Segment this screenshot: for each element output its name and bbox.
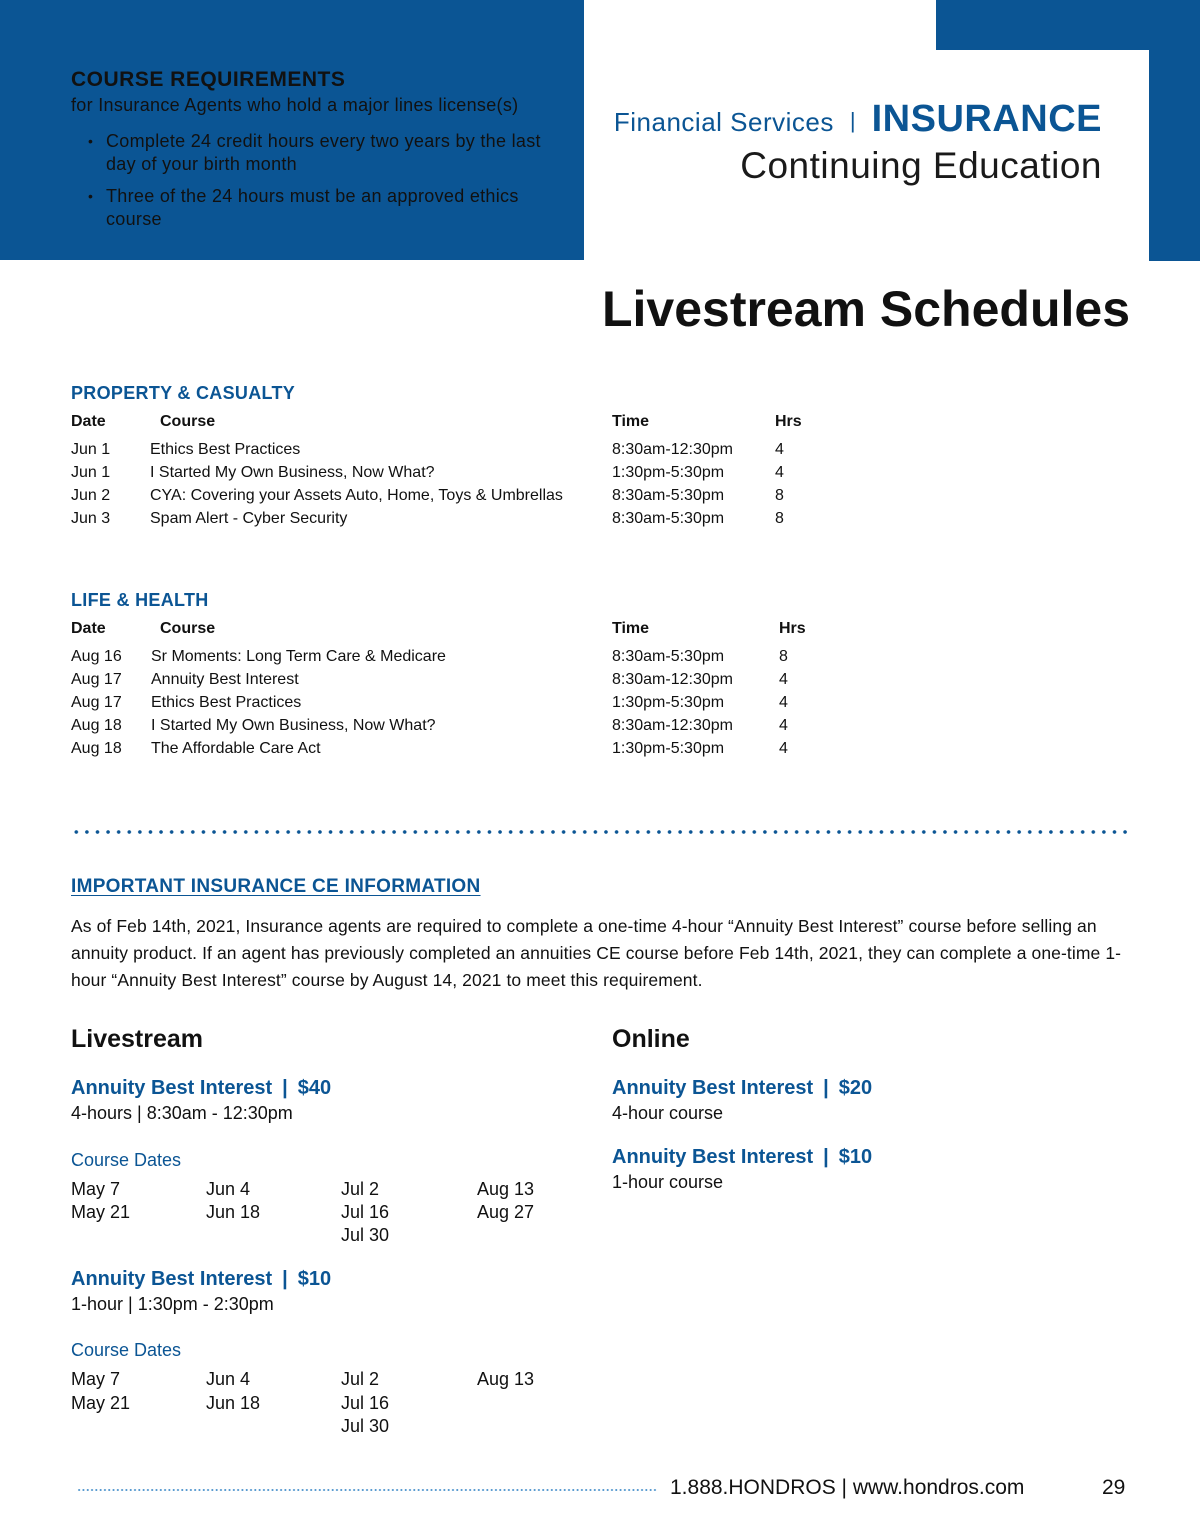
row-time: 8:30am-5:30pm (612, 510, 725, 527)
course-date: Jun 18 (206, 1393, 261, 1413)
row-date: Aug 18 (71, 717, 122, 734)
row-course: Annuity Best Interest (151, 671, 299, 688)
row-date: Jun 2 (71, 487, 111, 504)
online-offer-title (612, 1077, 872, 1100)
row-date: Jun 1 (71, 464, 111, 481)
row-date: Aug 17 (71, 694, 122, 711)
offer-separator: | (823, 1077, 829, 1099)
row-date: Jun 1 (71, 441, 111, 458)
row-time: 8:30am-12:30pm (612, 717, 733, 734)
row-time: 8:30am-5:30pm (612, 648, 725, 665)
row-date: Jun 3 (71, 510, 111, 527)
row-course: The Affordable Care Act (151, 740, 321, 757)
course-date: Aug 13 (477, 1179, 535, 1199)
footer-contact: 1.888.HONDROS | www.hondros.com (670, 1476, 1025, 1499)
livestream-offer-detail: 4-hours | 8:30am - 12:30pm (71, 1103, 293, 1123)
row-hrs: 4 (779, 694, 788, 711)
livestream-heading: Livestream (71, 1025, 204, 1053)
requirements-item: • Three of the 24 hours must be an approved ethics course (88, 186, 519, 229)
course-date: Jun 4 (206, 1369, 251, 1389)
course-dates-label: Course Dates (71, 1150, 182, 1170)
column-header-time: Time (612, 620, 650, 637)
offer-price: $10 (297, 1268, 332, 1290)
column-header-course: Course (160, 413, 216, 430)
column-header-date: Date (71, 620, 106, 637)
row-hrs: 4 (775, 464, 784, 481)
livestream-offer-title (71, 1077, 331, 1100)
brand-separator: | (849, 108, 856, 133)
row-hrs: 8 (779, 648, 788, 665)
course-date: May 7 (71, 1179, 121, 1199)
course-date: May 21 (71, 1393, 131, 1413)
offer-name: Annuity Best Interest (612, 1077, 814, 1099)
livestream-offer-detail: 1-hour | 1:30pm - 2:30pm (71, 1294, 274, 1314)
row-date: Aug 18 (71, 740, 122, 757)
livestream-offer-title (71, 1268, 331, 1291)
course-date: Aug 27 (477, 1202, 535, 1222)
corner-accent-side (1149, 50, 1200, 261)
row-course: Sr Moments: Long Term Care & Medicare (151, 648, 446, 665)
row-course: I Started My Own Business, Now What? (151, 717, 436, 734)
info-body: As of Feb 14th, 2021, Insurance agents are required to complete a one-time 4-hour “Annuity Best Interest” course before selling an annuity product. If an agent has previously completed an annuities CE course before Feb 14th, 2021, they can complete a one-time 1-hour “Annuity Best Interest” course by August 14, 2021 to meet this requirement. (71, 916, 1122, 990)
section-title-property-casualty: PROPERTY & CASUALTY (71, 383, 296, 403)
row-hrs: 4 (779, 717, 788, 734)
requirements-subtitle: for Insurance Agents who hold a major lines license(s) (71, 95, 519, 115)
corner-accent-top (936, 0, 1200, 50)
bullet-icon: • (88, 133, 94, 149)
row-hrs: 8 (775, 487, 784, 504)
course-date: Jun 18 (206, 1202, 261, 1222)
dotted-divider (71, 829, 1131, 835)
footer-dotted-rule (77, 1488, 657, 1492)
row-course: Spam Alert - Cyber Security (150, 510, 348, 527)
requirements-title: COURSE REQUIREMENTS (71, 68, 346, 91)
offer-separator: | (823, 1146, 829, 1168)
course-date: Jul 2 (341, 1369, 380, 1389)
brand-insurance: INSURANCE (871, 98, 1102, 140)
row-hrs: 4 (779, 740, 788, 757)
row-time: 1:30pm-5:30pm (612, 464, 725, 481)
row-time: 8:30am-12:30pm (612, 441, 733, 458)
online-offer-title (612, 1146, 872, 1169)
row-time: 8:30am-5:30pm (612, 487, 725, 504)
course-date: May 21 (71, 1202, 131, 1222)
column-header-date: Date (71, 413, 106, 430)
course-date: Jul 16 (341, 1202, 390, 1222)
offer-separator: | (282, 1077, 288, 1099)
course-date: Aug 13 (477, 1369, 535, 1389)
offer-price: $10 (838, 1146, 873, 1168)
brand-line (614, 98, 1102, 141)
info-title: IMPORTANT INSURANCE CE INFORMATION (71, 876, 481, 897)
column-header-course: Course (160, 620, 216, 637)
row-date: Aug 16 (71, 648, 122, 665)
offer-name: Annuity Best Interest (71, 1268, 273, 1290)
row-time: 1:30pm-5:30pm (612, 740, 725, 757)
course-date: Jun 4 (206, 1179, 251, 1199)
row-course: I Started My Own Business, Now What? (150, 464, 435, 481)
online-offer-detail: 1-hour course (612, 1172, 724, 1192)
online-offer-detail: 4-hour course (612, 1103, 724, 1123)
requirements-list (88, 130, 558, 240)
column-header-hrs: Hrs (775, 413, 802, 430)
offer-name: Annuity Best Interest (612, 1146, 814, 1168)
offer-price: $40 (297, 1077, 332, 1099)
course-date: Jul 30 (341, 1416, 390, 1436)
row-time: 8:30am-12:30pm (612, 671, 733, 688)
row-course: Ethics Best Practices (150, 441, 301, 458)
section-title-life-health: LIFE & HEALTH (71, 590, 209, 610)
row-date: Aug 17 (71, 671, 122, 688)
row-hrs: 8 (775, 510, 784, 527)
offer-separator: | (282, 1268, 288, 1290)
page-title: Livestream Schedules (601, 281, 1130, 337)
online-heading: Online (612, 1025, 690, 1053)
course-dates-label: Course Dates (71, 1340, 182, 1360)
offer-name: Annuity Best Interest (71, 1077, 273, 1099)
bullet-icon: • (88, 188, 94, 204)
column-header-time: Time (612, 413, 650, 430)
row-hrs: 4 (775, 441, 784, 458)
course-date: Jul 16 (341, 1393, 390, 1413)
course-date: May 7 (71, 1369, 121, 1389)
page-number: 29 (1102, 1476, 1126, 1499)
row-course: Ethics Best Practices (151, 694, 302, 711)
brand-financial-services: Financial Services (613, 107, 834, 137)
course-date: Jul 2 (341, 1179, 380, 1199)
course-date: Jul 30 (341, 1225, 390, 1245)
brand-continuing-education: Continuing Education (740, 145, 1102, 186)
requirements-item: • Complete 24 credit hours every two years by the last day of your birth month (88, 131, 541, 174)
offer-price: $20 (838, 1077, 873, 1099)
column-header-hrs: Hrs (779, 620, 806, 637)
row-hrs: 4 (779, 671, 788, 688)
row-time: 1:30pm-5:30pm (612, 694, 725, 711)
row-course: CYA: Covering your Assets Auto, Home, Toys & Umbrellas (150, 487, 563, 504)
